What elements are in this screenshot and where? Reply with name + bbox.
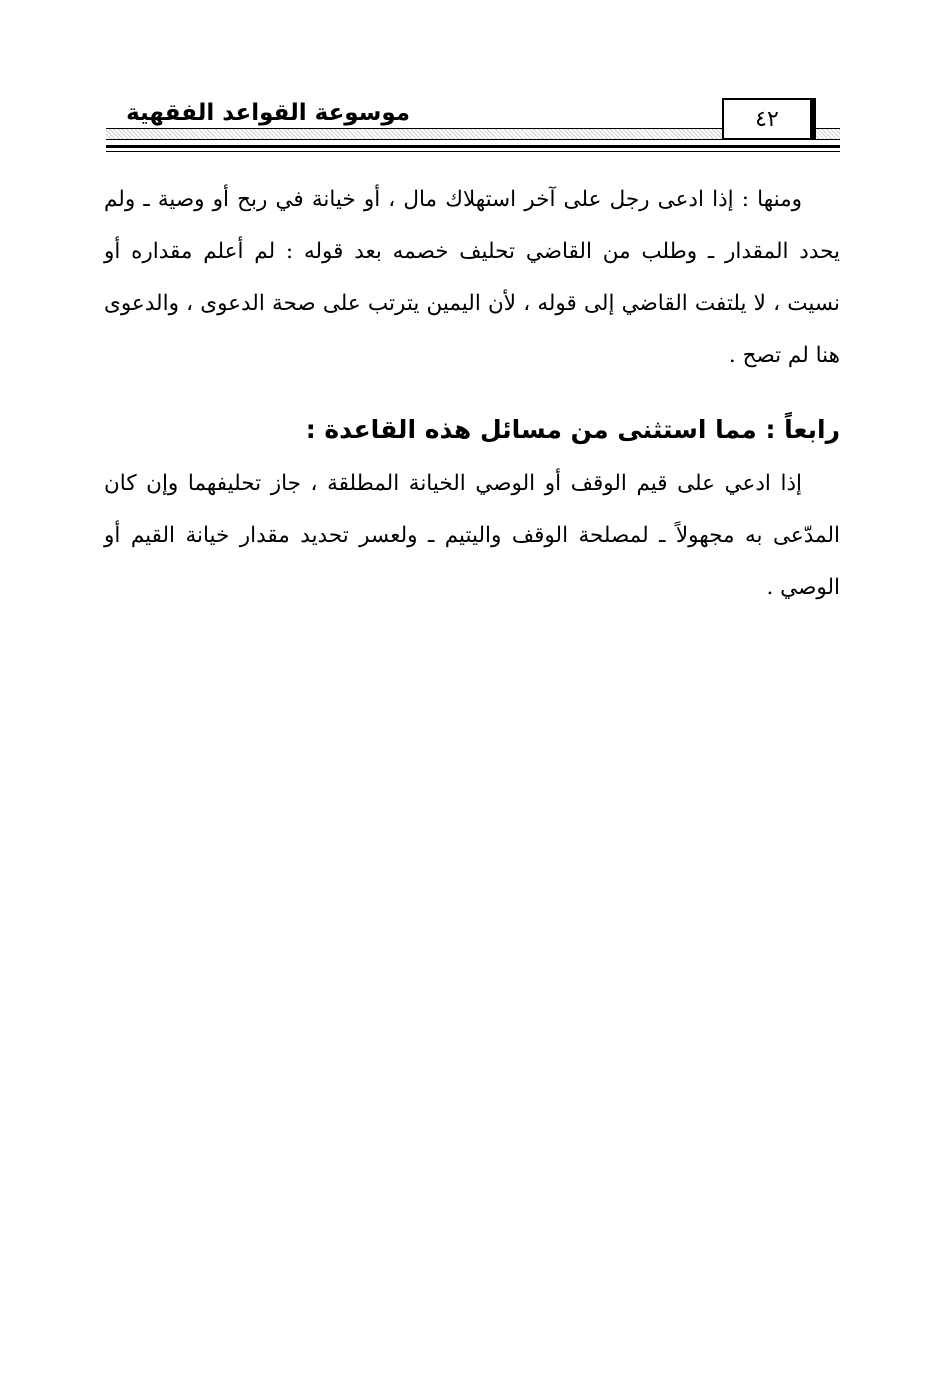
section-heading: رابعاً : مما استثنى من مسائل هذه القاعدة : — [305, 415, 840, 444]
body-paragraph-2: إذا ادعي على قيم الوقف أو الوصي الخيانة المطلقة ، جاز تحليفهما وإن كان المدّعى به مجهولاً ـ لمصلحة الوقف واليتيم ـ ولعسر تحديد مقدار خيانة القيم أو الوصي . — [104, 471, 840, 600]
header-thick-rule — [106, 145, 840, 148]
body-paragraph-2-block — [104, 458, 840, 614]
body-paragraph-1-block — [104, 174, 840, 382]
running-title: موسوعة القواعد الفقهية — [114, 98, 416, 128]
page-number: ٤٢ — [722, 98, 816, 140]
header-thin-rule — [106, 151, 840, 152]
page-header — [106, 92, 840, 154]
body-paragraph-1: ومنها : إذا ادعى رجل على آخر استهلاك مال ، أو خيانة في ربح أو وصية ـ ولم يحدد المقدار ـ وطلب من القاضي تحليف خصمه بعد قوله : لم أعلم مقداره أو نسيت ، لا يلتفت القاضي إلى قوله ، لأن اليمين يترتب على صحة الدعوى ، والدعوى هنا لم تصح . — [104, 187, 841, 368]
